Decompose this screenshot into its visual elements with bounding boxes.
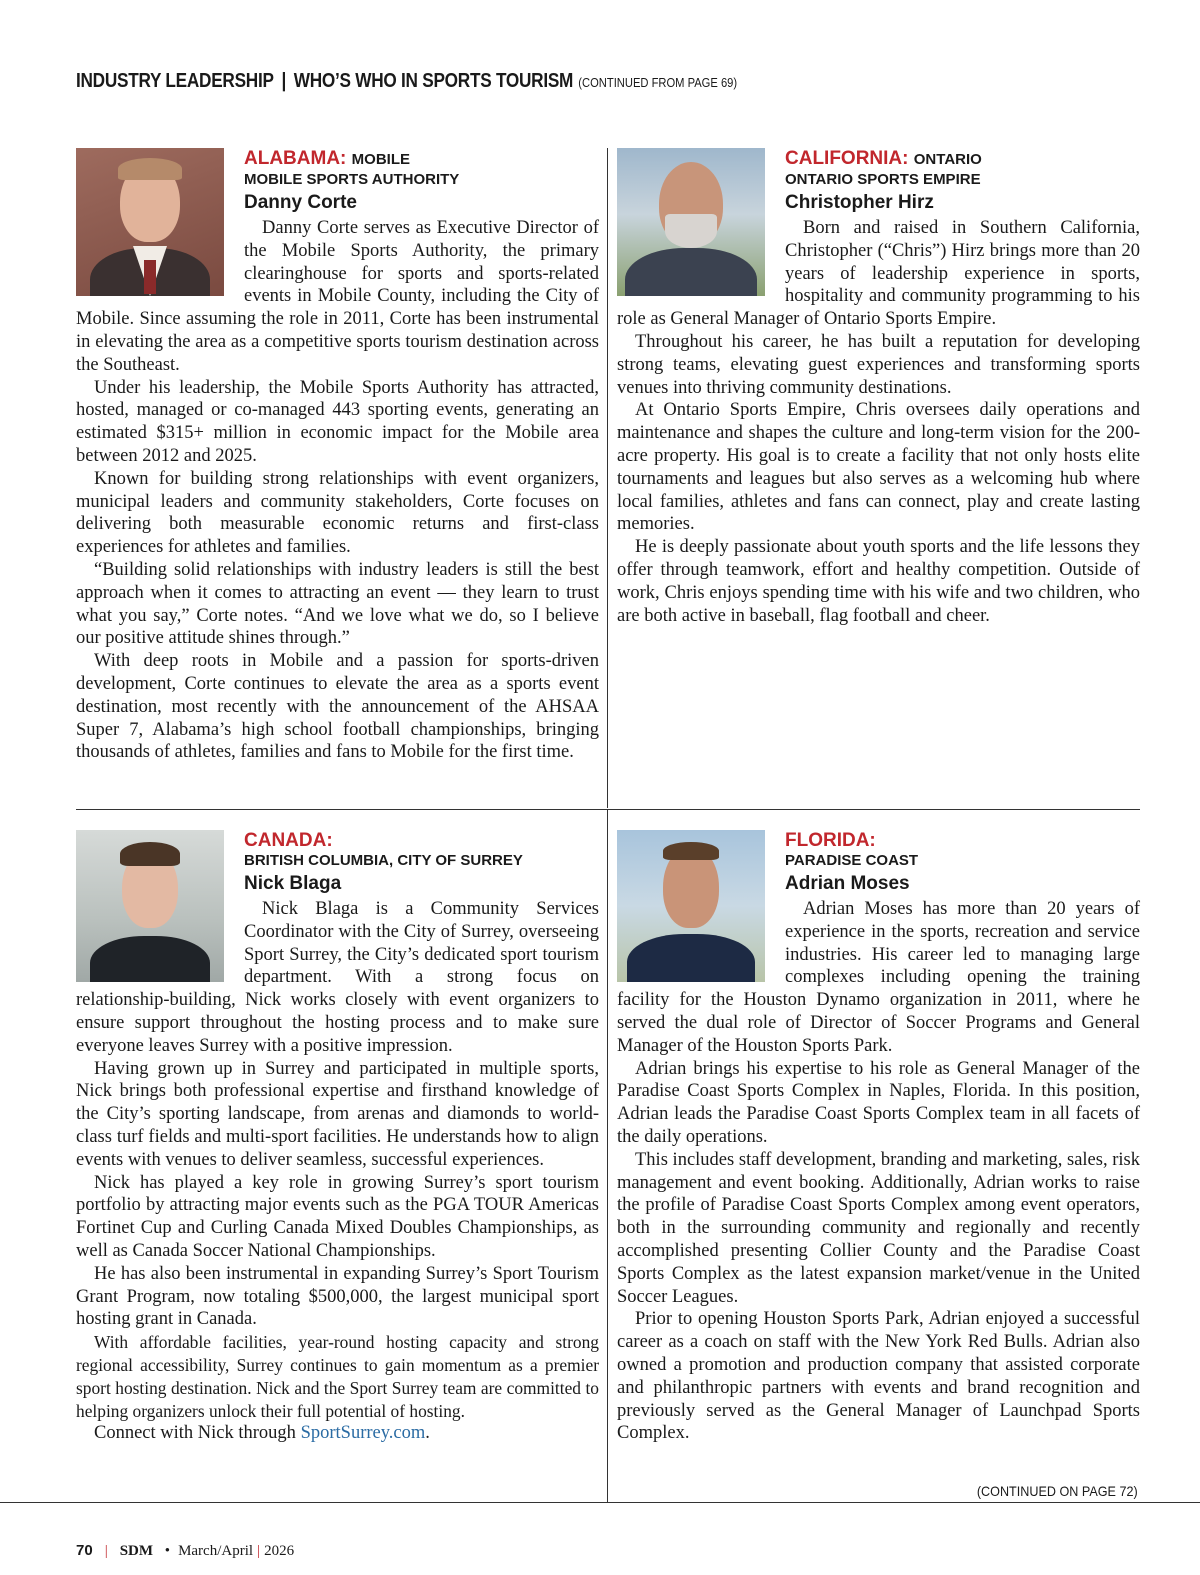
bio-paragraph: Throughout his career, he has built a reputation for developing strong teams, elevating guest experiences and transforming sports venues into thriving community destinations. xyxy=(617,331,1140,398)
bio-paragraph: With affordable facilities, year-round hosting capacity and strong regional accessibility, Surrey continues to gain momentum as a premier sport hosting destination. Nick and the Sport Surrey team are committed to helping organizers unlock their full potential of hosting. xyxy=(76,1332,599,1421)
connect-line: Connect with Nick through SportSurrey.com. xyxy=(94,1423,430,1444)
bio-paragraph: Adrian Moses has more than 20 years of experience in the sports, recreation and service industries. His career led to managing large complexes including opening the training facility for the Houston Dynamo organization in 2011, where he served the dual role of Director of Soccer Programs and General Manager of the Houston Sports Park. xyxy=(617,899,1140,1056)
page-footer xyxy=(76,1542,294,1560)
bio-paragraph: Danny Corte serves as Executive Director of the Mobile Sports Authority, the primary clearinghouse for sports and sports-related events in Mobile County, including the City of Mobile. Since assuming the role in 2011, Corte has been instrumental in elevating the area as a competitive sports tourism destination across the Southeast. xyxy=(76,218,599,375)
bio-paragraph: Under his leadership, the Mobile Sports Authority has attracted, hosted, managed or co-managed 443 sporting events, generating an estimated $315+ million in economic impact for the Mobile area between 2012 and 2025. xyxy=(76,377,599,466)
organization-name: ONTARIO SPORTS EMPIRE xyxy=(785,171,981,188)
profile-california xyxy=(617,148,1140,627)
profile-alabama xyxy=(76,148,599,764)
column-divider-bottom xyxy=(607,810,608,1502)
footer-bullet: • xyxy=(164,1543,171,1559)
person-name: Adrian Moses xyxy=(785,873,910,894)
city-label: ONTARIO xyxy=(913,151,982,168)
bio-paragraph: At Ontario Sports Empire, Chris oversees daily operations and maintenance and shapes the culture and long-term vision for the 200-acre property. His goal is to create a facility that not only hosts elite tournaments and leagues but also serves as a welcoming hub where local families, athletes and fans can connect, play and create lasting memories. xyxy=(617,400,1140,535)
bio-paragraph: Adrian brings his expertise to his role as General Manager of the Paradise Coast Sports Complex in Naples, Florida. In this position, Adrian leads the Paradise Coast Sports Complex team in all facets of the daily operations. xyxy=(617,1058,1140,1147)
profile-canada xyxy=(76,830,599,1445)
page-header xyxy=(76,70,737,93)
bio-paragraph: Nick has played a key role in growing Surrey’s sport tourism portfolio by attracting major events such as the PGA TOUR Americas Fortinet Cup and Curling Canada Mixed Doubles Championships, as well as Canada Soccer National Championships. xyxy=(76,1172,599,1261)
person-name: Nick Blaga xyxy=(244,873,342,894)
footer-rule xyxy=(0,1502,1200,1503)
bio-paragraph: Having grown up in Surrey and participated in multiple sports, Nick brings both professional expertise and firsthand knowledge of the City’s sporting landscape, from arenas and diamonds to world-class turf fields and multi-sport facilities. He understands how to align events with venues to deliver seamless, successful experiences. xyxy=(76,1058,599,1170)
headshot-nick-blaga xyxy=(76,830,224,982)
person-name: Christopher Hirz xyxy=(785,192,934,213)
bio-paragraph: Known for building strong relationships with event organizers, municipal leaders and community stakeholders, Corte focuses on delivering both measurable economic returns and first-class experiences for athletes and families. xyxy=(76,468,599,558)
bio-paragraph: He has also been instrumental in expanding Surrey’s Sport Tourism Grant Program, now totaling $500,000, the largest municipal sport hosting grant in Canada. xyxy=(76,1263,599,1330)
bio-paragraph: Born and raised in Southern California, Christopher (“Chris”) Hirz brings more than 20 years of leadership experience in sports, hospitality and community programming to his role as General Manager of Ontario Sports Empire. xyxy=(617,218,1140,330)
section-title: INDUSTRY LEADERSHIP xyxy=(76,70,274,92)
organization-name: PARADISE COAST xyxy=(785,852,919,869)
profile-florida xyxy=(617,830,1140,1445)
page-number: 70 xyxy=(76,1542,93,1559)
bio-paragraph: This includes staff development, branding and marketing, sales, risk management and event booking. Additionally, Adrian works to raise the profile of Paradise Coast Sports Complex among event operators, both in the surrounding community and regionally and recently accomplished presenting Collier County and the Paradise Coast Sports Complex as the latest expansion market/venue in the United Soccer Leagues. xyxy=(617,1149,1140,1307)
bio-paragraph: Prior to opening Houston Sports Park, Adrian enjoyed a successful career as a coach on staff with the New York Red Bulls. Adrian also owned a promotion and production company that assisted corporate and philanthropic partners with events and brand recognition and previously served as the General Manager of Launchpad Sports Complex. xyxy=(617,1309,1140,1444)
header-title: WHO’S WHO IN SPORTS TOURISM xyxy=(293,70,574,92)
state-heading: FLORIDA: xyxy=(785,830,876,851)
headshot-danny-corte xyxy=(76,148,224,296)
state-heading: ALABAMA: MOBILE xyxy=(244,148,410,169)
continued-on-note: (CONTINUED ON PAGE 72) xyxy=(977,1483,1138,1499)
continued-from-note: (CONTINUED FROM PAGE 69) xyxy=(578,75,738,90)
bio-paragraph: Nick Blaga is a Community Services Coordinator with the City of Surrey, overseeing Sport Surrey, the City’s dedicated sport tourism department. With a strong focus on relationship-building, Nick works closely with event organizers to ensure support throughout the hosting process and to make sure everyone leaves Surrey with a positive impression. xyxy=(76,899,599,1056)
organization-name: BRITISH COLUMBIA, CITY OF SURREY xyxy=(244,852,523,869)
sport-surrey-link[interactable]: SportSurrey.com xyxy=(300,1423,426,1444)
city-label: MOBILE xyxy=(351,151,410,168)
headshot-adrian-moses xyxy=(617,830,765,982)
bio-paragraph: He is deeply passionate about youth sports and the life lessons they offer through teamwork, effort and healthy competition. Outside of work, Chris enjoys spending time with his wife and two children, who are both active in baseball, flag football and cheer. xyxy=(617,537,1140,626)
organization-name: MOBILE SPORTS AUTHORITY xyxy=(244,171,460,188)
footer-divider-2: | xyxy=(257,1543,261,1559)
headshot-christopher-hirz xyxy=(617,148,765,296)
state-heading: CALIFORNIA: ONTARIO xyxy=(785,148,982,169)
footer-divider: | xyxy=(104,1543,108,1559)
header-divider: | xyxy=(281,70,287,92)
state-heading: CANADA: xyxy=(244,830,333,851)
bio-paragraph: With deep roots in Mobile and a passion for sports-driven development, Corte continues to elevate the area as a sports event destination, most recently with the announcement of the AHSAA Super 7, Alabama’s high school football championships, bringing thousands of athletes, families and fans to Mobile for the first time. xyxy=(76,651,599,763)
issue-month: March/April xyxy=(178,1543,254,1559)
row-divider xyxy=(76,809,1140,810)
column-divider-top xyxy=(607,148,608,808)
bio-paragraph: “Building solid relationships with industry leaders is still the best approach when it comes to attracting an event — they learn to trust what you say,” Corte notes. “And we love what we do, so I believe our positive attitude shines through.” xyxy=(76,559,599,649)
issue-year: 2026 xyxy=(264,1543,295,1559)
person-name: Danny Corte xyxy=(244,192,357,213)
magazine-name: SDM xyxy=(119,1543,154,1559)
